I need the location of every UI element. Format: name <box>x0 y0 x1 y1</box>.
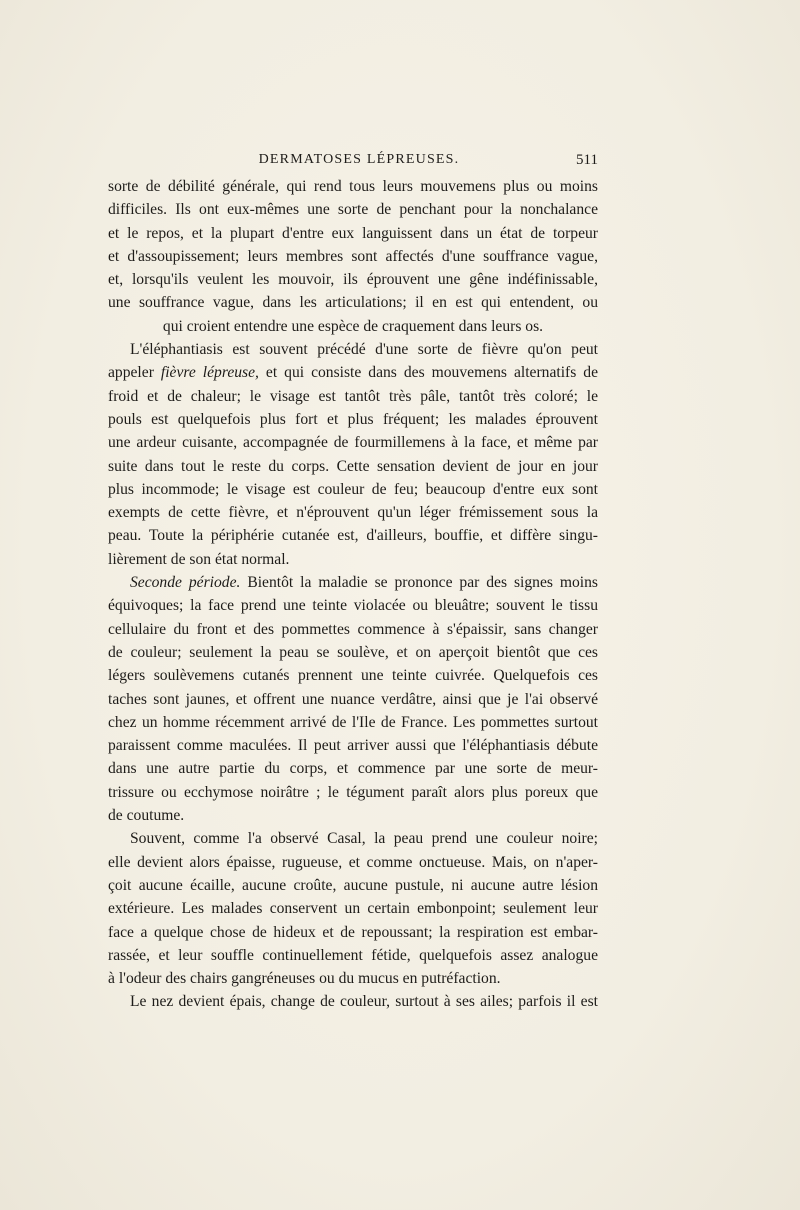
text-line <box>108 571 598 594</box>
text-line: L'éléphantiasis est souvent précédé d'une sorte de fièvre qu'on peut <box>130 341 598 359</box>
text-line: qui croient entendre une espèce de craquement dans leurs os. <box>162 317 544 335</box>
text-line: et d'assoupissement; leurs membres sont affectés d'une souffrance vague, <box>108 247 598 265</box>
text-line: une ardeur cuisante, accompagnée de fourmillemens à la face, et même par <box>108 434 598 452</box>
text-line: extérieure. Les malades conservent un certain embonpoint; seulement leur <box>108 900 598 918</box>
text-line: équivoques; la face prend une teinte violacée ou bleuâtre; souvent le tissu <box>108 597 598 615</box>
text-line: de couleur; seulement la peau se soulève, et on aperçoit bientôt que ces <box>108 643 598 661</box>
italic-term: fièvre lépreuse, <box>160 364 259 382</box>
text-line: çoit aucune écaille, aucune croûte, aucune pustule, ni aucune autre lésion <box>108 876 598 894</box>
section-heading: Seconde période. <box>130 574 241 592</box>
text-line: sorte de débilité générale, qui rend tous leurs mouvemens plus ou moins <box>108 178 598 195</box>
text-line: de coutume. <box>108 807 185 825</box>
page-number: 511 <box>576 152 598 168</box>
text-line: taches sont jaunes, et offrent une nuance verdâtre, ainsi que je l'ai observé <box>108 690 598 708</box>
text-line: elle devient alors épaisse, rugueuse, et comme onctueuse. Mais, on n'aper- <box>108 853 598 871</box>
text-line: à l'odeur des chairs gangréneuses ou du mucus en putréfaction. <box>108 970 501 988</box>
text-line: trissure ou ecchymose noirâtre ; le tégument paraît alors plus poreux que <box>108 783 598 801</box>
text-line: pouls est quelquefois plus fort et plus fréquent; les malades éprouvent <box>108 410 598 428</box>
text-line: plus incommode; le visage est couleur de feu; beaucoup d'entre eux sont <box>108 480 598 498</box>
text-line: face a quelque chose de hideux et de repoussant; la respiration est embar- <box>108 923 598 941</box>
text-line: dans une autre partie du corps, et commence par une sorte de meur- <box>108 760 598 778</box>
running-head <box>108 148 598 172</box>
text-line: chez un homme récemment arrivé de l'Ile de France. Les pommettes surtout <box>108 713 598 731</box>
text-line: suite dans tout le reste du corps. Cette sensation devient de jour en jour <box>108 457 598 475</box>
text-line: peau. Toute la périphérie cutanée est, d'ailleurs, bouffie, et diffère singu- <box>108 527 598 545</box>
text-line: légers soulèvemens cutanés prennent une teinte cuivrée. Quelquefois ces <box>108 667 598 685</box>
text-run: appeler <box>108 364 161 382</box>
text-line: paraissent comme maculées. Il peut arriver aussi que l'éléphantiasis débute <box>108 737 598 755</box>
text-line: Le nez devient épais, change de couleur, surtout à ses ailes; parfois il est <box>130 993 598 1011</box>
text-line: difficiles. Ils ont eux-mêmes une sorte de penchant pour la nonchalance <box>108 201 598 219</box>
text-line: froid et de chaleur; le visage est tantôt très pâle, tantôt très coloré; le <box>108 387 598 405</box>
text-run: Bientôt la maladie se prononce par des signes moins <box>240 574 598 592</box>
running-title: DERMATOSES LÉPREUSES. <box>258 152 460 167</box>
text-line: Souvent, comme l'a observé Casal, la peau prend une couleur noire; <box>130 830 598 848</box>
text-line: rassée, et leur souffle continuellement fétide, quelquefois assez analogue <box>108 946 598 964</box>
text-line: lièrement de son état normal. <box>108 550 290 568</box>
text-run: et qui consiste dans des mouvemens alternatifs de <box>258 364 599 382</box>
text-line: une souffrance vague, dans les articulations; il en est qui entendent, ou <box>108 294 598 312</box>
body-text <box>108 175 598 1014</box>
text-line <box>108 361 598 384</box>
text-line: et le repos, et la plupart d'entre eux languissent dans un état de torpeur <box>108 224 598 242</box>
text-line: et, lorsqu'ils veulent les mouvoir, ils éprouvent une gêne indéfinissable, <box>108 271 598 289</box>
text-line: exempts de cette fièvre, et n'éprouvent qu'un léger frémissement sous la <box>108 504 598 522</box>
text-line: cellulaire du front et des pommettes commence à s'épaissir, sans changer <box>108 620 598 638</box>
